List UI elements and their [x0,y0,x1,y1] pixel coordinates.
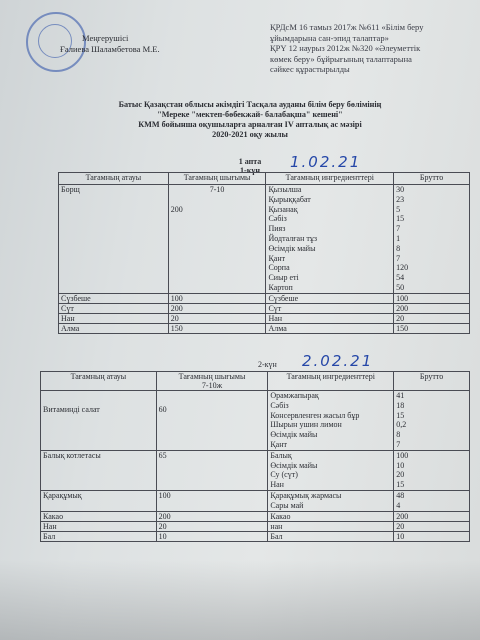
yield-value: 200 [170,204,183,214]
dish-name: Какао [41,511,157,521]
dish-yield: 20 [168,313,266,323]
header-yield: Тағамның шығымы [168,173,266,185]
regulation-line: ұйымдарына сан-эпид талаптар» [270,32,389,43]
header-brutto: Брутто [394,173,470,185]
brutto-value: 30 [396,185,405,194]
brutto-value: 1 [396,233,401,243]
dish-yield: 200 [156,511,268,521]
regulation-reference [270,22,475,75]
brutto-value: 7 [396,439,401,449]
dish-yield: 65 [156,450,268,490]
dish-name: Сүт [59,303,169,313]
ingredient: Консервленген жасыл бұр [270,410,360,420]
table-row [41,521,470,531]
day1-label: 1-күн [240,166,260,175]
ingredient: Сүзбеше [266,293,394,303]
day1-handwritten-date: 1.02.21 [290,153,362,171]
header-ingredients: Тағамның ингредиенттері [266,173,394,185]
regulation-line: ҚРДсМ 16 тамыз 2017ж №611 «Білім беру [270,22,424,32]
day1-menu-table [58,172,470,334]
brutto-value: 20 [394,521,470,531]
table-row [59,303,470,313]
table-row [41,490,470,511]
dish-yield: 60 [156,391,268,451]
table-row [59,313,470,323]
brutto-value: 8 [396,243,401,253]
brutto-value: 4 [396,500,401,510]
header-yield [156,372,268,391]
table-row [59,293,470,303]
brutto-list [394,185,470,294]
day2-handwritten-date: 2.02.21 [302,352,374,370]
dish-name: Қарақұмық [41,490,157,511]
photo-shadow [0,560,480,640]
brutto-value: 18 [396,400,405,410]
ingredient: Су (сүт) [270,470,298,480]
brutto-value: 150 [394,323,470,333]
ingredient: Нан [266,313,394,323]
yield-value: 7-10 [209,185,225,194]
brutto-value: 7 [396,253,401,263]
table-row [59,323,470,333]
ingredient: Қырыққабат [268,194,311,204]
ingredient: Өсімдік майы [270,460,318,470]
ingredient: Қызылша [268,185,302,194]
table-header-row [59,173,470,185]
ingredient: Қант [268,253,286,263]
brutto-list [394,490,470,511]
brutto-value: 50 [396,282,405,292]
brutto-value: 15 [396,410,405,420]
brutto-value: 200 [394,511,470,521]
ingredient-list [268,490,394,511]
ingredient: Қарақұмық жармасы [270,490,342,500]
ingredient: Өсімдік майы [270,430,318,440]
ingredient: Балық [270,450,292,460]
dish-yield: 10 [156,531,268,541]
ingredient: Сиыр еті [268,273,299,283]
brutto-value: 20 [394,313,470,323]
brutto-list [394,450,470,490]
dish-yield: 150 [168,323,266,333]
brutto-value: 15 [396,214,405,224]
ingredient: Алма [266,323,394,333]
ingredient: Орамжапырақ [270,391,319,400]
dish-name: Нан [59,313,169,323]
table-row [41,531,470,541]
table-row [41,391,470,451]
regulation-line: ҚРҮ 12 наурыз 2012ж №320 «Әлеуметтік [270,43,421,53]
brutto-value: 100 [396,450,409,460]
ingredient: Йодталған тұз [268,233,318,243]
ingredient: нан [268,521,394,531]
brutto-value: 7 [396,224,401,234]
dish-name: Нан [41,521,157,531]
title-line: КММ бойынша оқушыларға арналған IV апталық ас мәзірі [138,120,362,129]
dish-name: Борщ [59,185,169,294]
header-yield-age: 7-10ж [201,381,223,390]
ingredient: Сәбіз [268,214,287,224]
day2-menu-table [40,371,470,542]
header-ingredients: Тағамның ингредиенттері [268,372,394,391]
header-yield-label: Тағамның шығымы [178,372,246,381]
week-label: 1 апта [238,157,262,166]
header-brutto: Брутто [394,372,470,391]
dish-name: Балық котлетасы [41,450,157,490]
dish-name: Витаминді салат [41,391,157,451]
ingredient: Какао [268,511,394,521]
brutto-value: 41 [396,391,405,400]
table-row [41,450,470,490]
day2-label: 2-күн [258,360,277,369]
brutto-value: 48 [396,490,405,500]
brutto-value: 120 [396,263,409,273]
dish-yield: 100 [156,490,268,511]
ingredient: Сүт [266,303,394,313]
brutto-value: 23 [396,194,405,204]
brutto-value: 5 [396,204,401,214]
brutto-list [394,391,470,451]
ingredient: Пияз [268,224,286,234]
dish-yield: 200 [168,303,266,313]
approval-block [60,22,160,55]
table-header-row [41,372,470,391]
brutto-value: 15 [396,480,405,490]
brutto-value: 200 [394,303,470,313]
ingredient: Бал [268,531,394,541]
dish-name: Бал [41,531,157,541]
brutto-value: 10 [394,531,470,541]
table-row [59,185,470,294]
dish-yield [168,185,266,294]
brutto-value: 54 [396,273,405,283]
dish-name: Алма [59,323,169,333]
ingredient: Сәбіз [270,400,289,410]
title-line: 2020-2021 оқу жылы [212,130,288,139]
regulation-line: көмек беру» бұйрығының талаптарына [270,53,412,64]
ingredient: Өсімдік майы [268,243,316,253]
approval-line: Ғалиева Шаламбетова М.Е. [60,44,160,54]
header-dish-name: Тағамның атауы [41,372,157,391]
brutto-value: 0,2 [396,420,407,430]
ingredient: Қызанақ [268,204,298,214]
regulation-line: сәйкес құрастырылды [270,64,350,74]
header-dish-name: Тағамның атауы [59,173,169,185]
dish-yield: 100 [168,293,266,303]
ingredient-list [268,450,394,490]
ingredient: Қант [270,439,288,449]
title-line: Батыс Қазақстан облысы әкімдігі Тасқала ауданы білім беру бөлімінің [118,100,382,109]
ingredient: Сорпа [268,263,290,273]
ingredient: Нан [270,480,284,490]
menu-title [40,100,460,140]
approval-line: Меңгерушісі [82,33,129,43]
brutto-value: 20 [396,470,405,480]
brutto-value: 8 [396,430,401,440]
title-line: "Мереке "мектеп-бөбекжай- балабақша" кешені" [157,110,343,119]
brutto-value: 10 [396,460,405,470]
ingredient: Шырын ушин лимон [270,420,342,430]
table-row [41,511,470,521]
dish-name: Сүзбеше [59,293,169,303]
ingredient: Картоп [268,282,293,292]
dish-yield: 20 [156,521,268,531]
ingredient-list [268,391,394,451]
brutto-value: 100 [394,293,470,303]
ingredient: Сары май [270,500,304,510]
ingredient-list [266,185,394,294]
